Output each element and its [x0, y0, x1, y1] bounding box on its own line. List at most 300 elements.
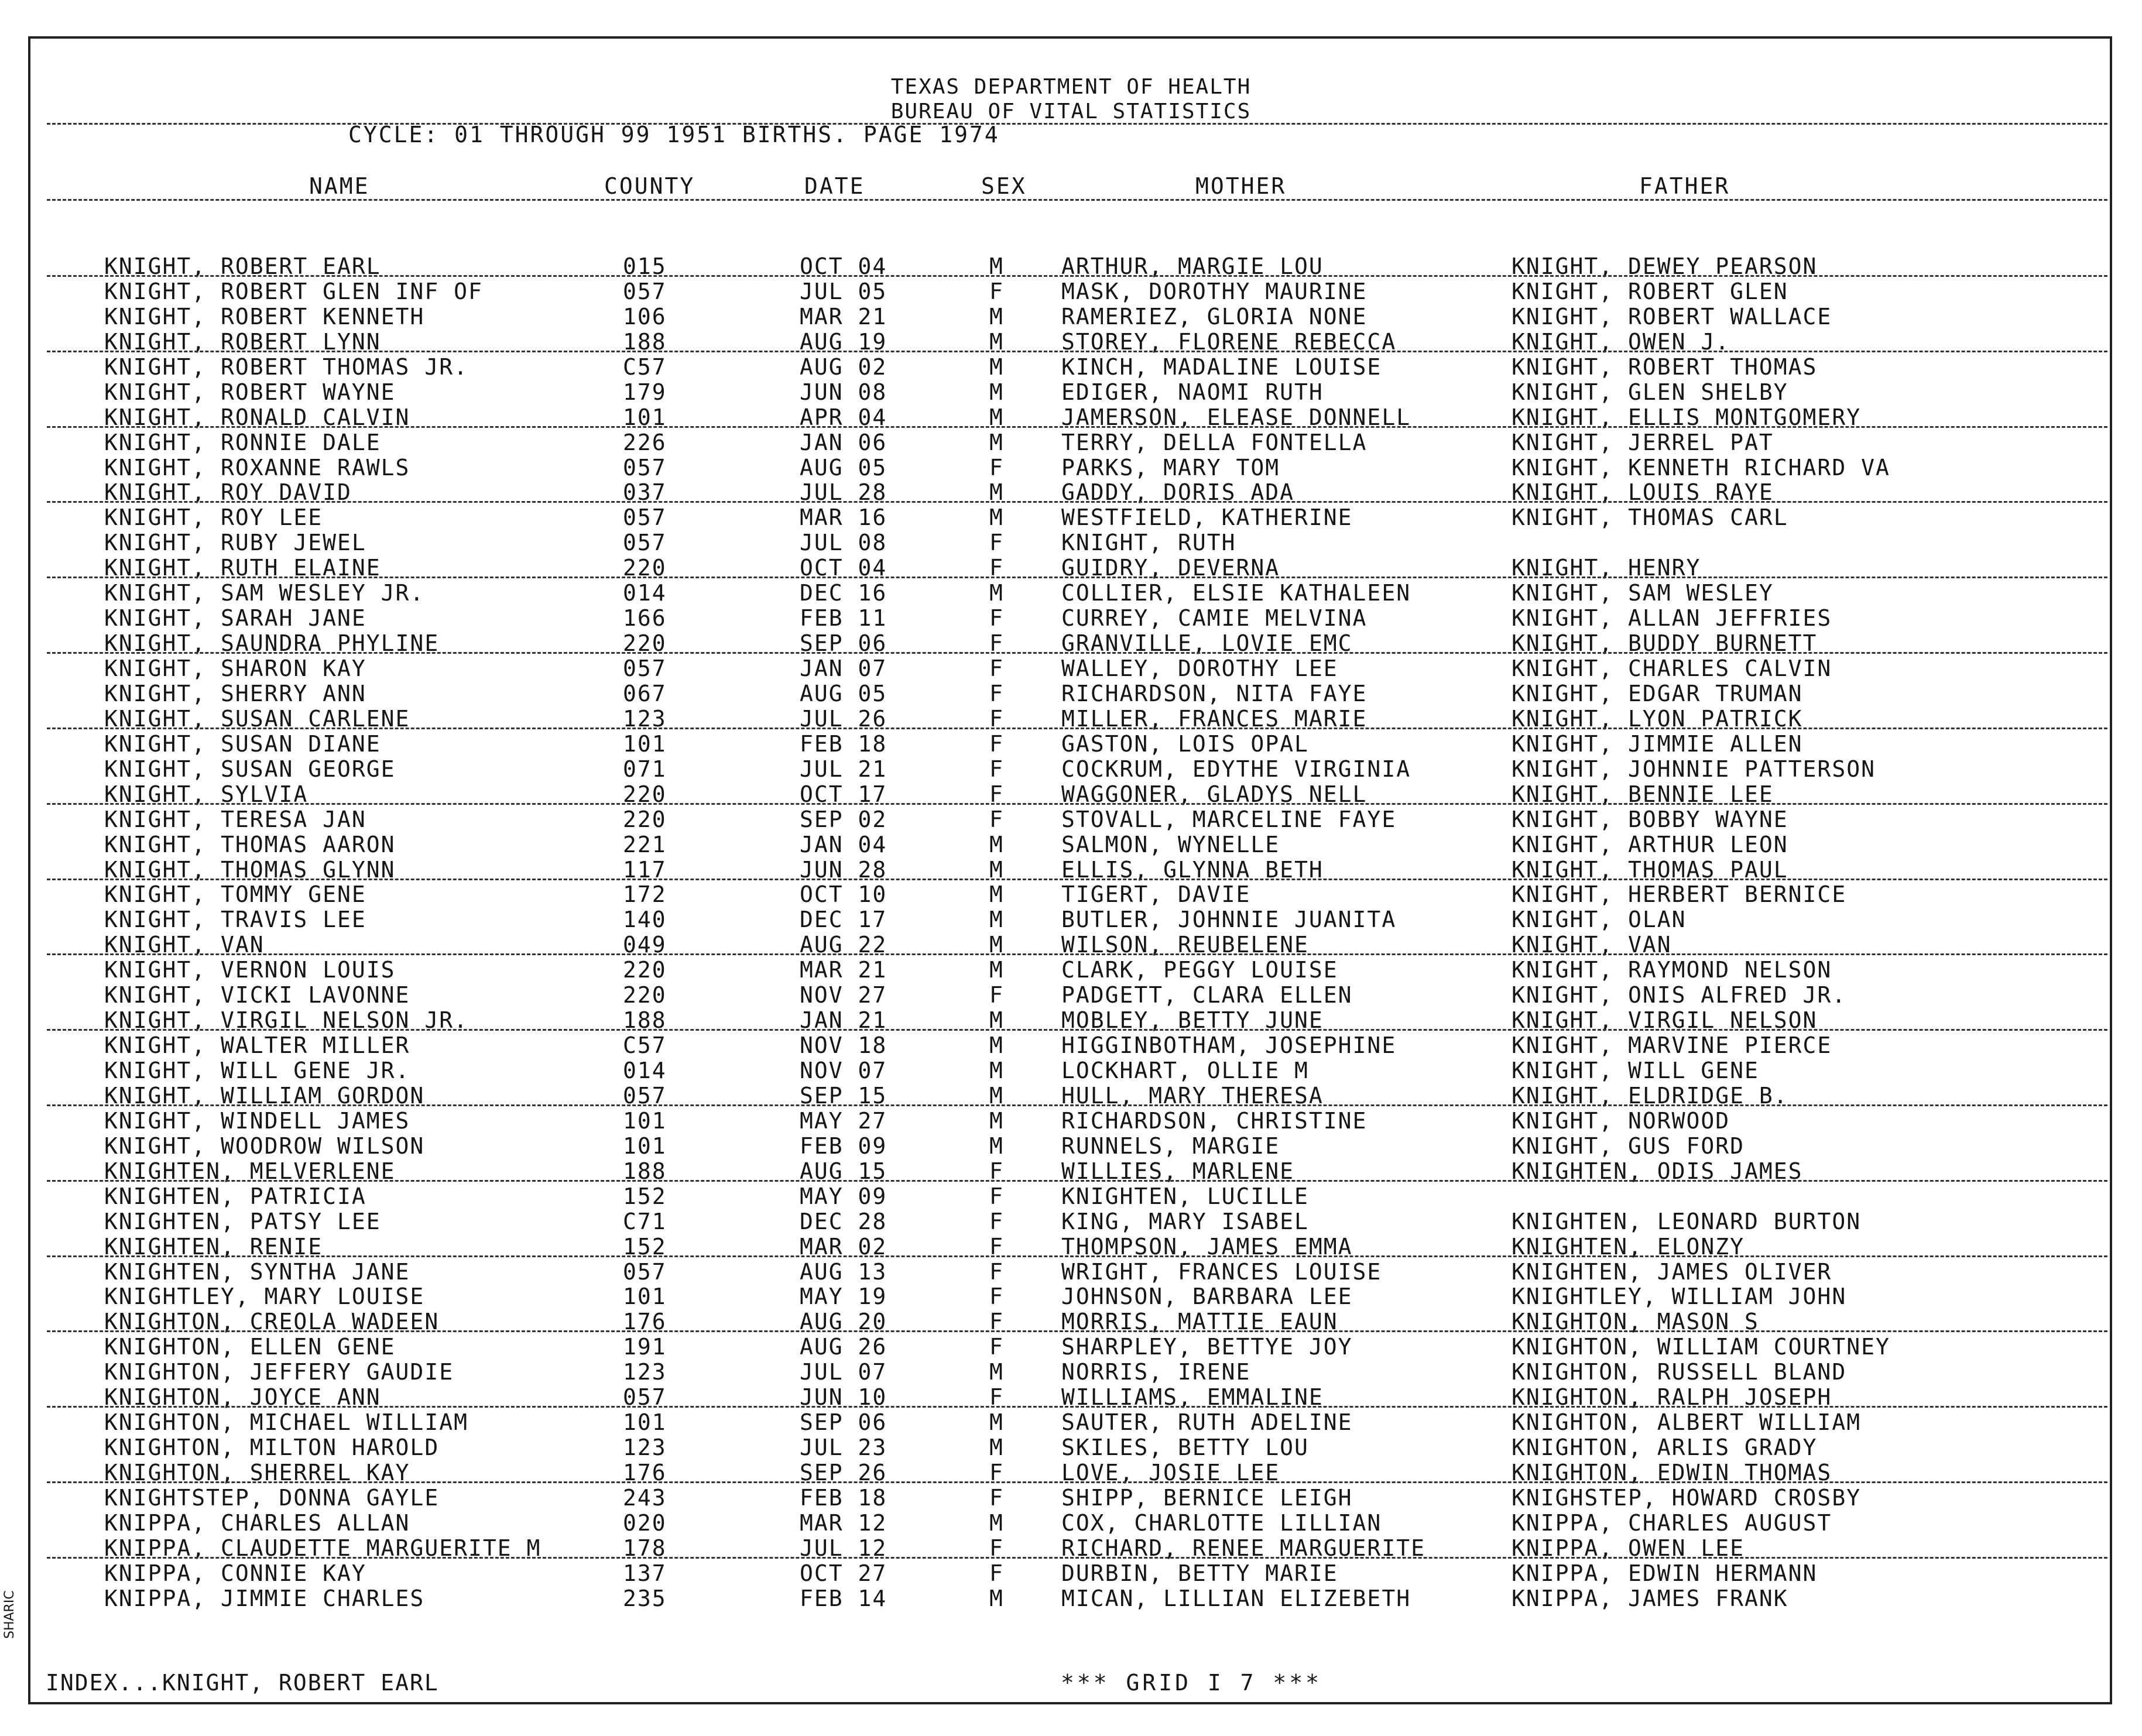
footer-index: INDEX...KNIGHT, ROBERT EARL [46, 1670, 439, 1696]
cell-father: KNIGHT, EDGAR TRUMAN [1512, 680, 1803, 706]
cell-father: KNIGHT, ONIS ALFRED JR. [1512, 982, 1847, 1008]
cell-father: KNIPPA, OWEN LEE [1512, 1535, 1745, 1561]
cell-sex: F [989, 605, 1004, 632]
cell-date: AUG 13 [800, 1258, 887, 1285]
table-row [0, 1511, 2142, 1536]
cell-date: AUG 15 [800, 1158, 887, 1184]
cell-mother: SHARPLEY, BETTYE JOY [1061, 1334, 1353, 1360]
cell-county: 101 [623, 1107, 667, 1134]
cell-sex: M [989, 1058, 1004, 1083]
footer-grid: *** GRID I 7 *** [1061, 1670, 1322, 1696]
cell-mother: JOHNSON, BARBARA LEE [1061, 1284, 1353, 1310]
cell-name: KNIGHT, THOMAS GLYNN [104, 856, 396, 883]
cell-father: KNIGHSTEP, HOWARD CROSBY [1512, 1484, 1862, 1511]
cell-name: KNIGHTON, MILTON HAROLD [104, 1435, 440, 1461]
cell-name: KNIPPA, CLAUDETTE MARGUERITE M [104, 1535, 542, 1561]
cell-name: KNIPPA, CONNIE KAY [104, 1560, 366, 1586]
cell-sex: M [989, 957, 1004, 983]
cell-mother: HIGGINBOTHAM, JOSEPHINE [1061, 1032, 1397, 1059]
cell-sex: F [989, 1334, 1004, 1360]
table-row [0, 480, 2142, 505]
cell-date: SEP 06 [800, 1409, 887, 1436]
cell-sex: F [989, 656, 1004, 681]
table-row [0, 832, 2142, 857]
table-row [0, 1460, 2142, 1485]
col-date-header: DATE [804, 173, 865, 199]
cell-name: KNIGHT, SHERRY ANN [104, 680, 366, 706]
cell-sex: F [989, 1233, 1004, 1260]
cell-date: MAY 09 [800, 1183, 887, 1209]
cell-sex: M [989, 1359, 1004, 1385]
table-row [0, 455, 2142, 481]
cell-sex: M [989, 932, 1004, 958]
cell-county: 188 [623, 328, 667, 355]
cell-date: AUG 20 [800, 1309, 887, 1335]
cell-county: 057 [623, 278, 667, 304]
cell-sex: M [989, 1409, 1004, 1436]
cell-date: JAN 04 [800, 831, 887, 857]
cell-county: 037 [623, 479, 667, 506]
table-row [0, 958, 2142, 983]
cell-name: KNIGHT, THOMAS AARON [104, 831, 396, 857]
cell-sex: F [989, 781, 1004, 807]
cycle-line: CYCLE: 01 THROUGH 99 1951 BIRTHS. PAGE 1974 [348, 122, 1000, 147]
cell-date: JUL 07 [800, 1359, 887, 1385]
cell-father: KNIGHT, CHARLES CALVIN [1512, 656, 1832, 681]
table-row [0, 1083, 2142, 1109]
cell-date: FEB 09 [800, 1133, 887, 1159]
cell-date: NOV 18 [800, 1032, 887, 1059]
cell-date: AUG 05 [800, 454, 887, 481]
cell-county: 067 [623, 680, 667, 706]
cell-sex: M [989, 1007, 1004, 1034]
cell-name: KNIGHT, ROBERT EARL [104, 253, 381, 279]
cell-mother: GADDY, DORIS ADA [1061, 479, 1295, 506]
cell-county: 101 [623, 730, 667, 757]
cell-sex: F [989, 1484, 1004, 1511]
table-row [0, 681, 2142, 706]
cell-name: KNIGHT, ROY LEE [104, 505, 323, 531]
table-row [0, 1184, 2142, 1209]
cell-name: KNIGHT, RONALD CALVIN [104, 404, 410, 430]
cell-date: SEP 15 [800, 1082, 887, 1109]
cell-mother: WAGGONER, GLADYS NELL [1061, 781, 1368, 807]
cell-sex: F [989, 1560, 1004, 1586]
cell-date: AUG 22 [800, 932, 887, 958]
cell-mother: ARTHUR, MARGIE LOU [1061, 253, 1324, 279]
department-title: TEXAS DEPARTMENT OF HEALTH [890, 75, 1252, 99]
cell-mother: WILLIES, MARLENE [1061, 1158, 1295, 1184]
cell-sex: M [989, 479, 1004, 506]
cell-county: 106 [623, 303, 667, 330]
cell-father: KNIGHT, HERBERT BERNICE [1512, 881, 1847, 908]
cell-county: C57 [623, 354, 667, 380]
cell-county: 176 [623, 1309, 667, 1335]
cell-mother: SKILES, BETTY LOU [1061, 1435, 1309, 1461]
cell-county: 235 [623, 1585, 667, 1611]
cell-mother: WALLEY, DOROTHY LEE [1061, 656, 1338, 681]
cell-county: 220 [623, 806, 667, 832]
cell-sex: F [989, 1460, 1004, 1485]
cell-county: 220 [623, 555, 667, 581]
cell-mother: ELLIS, GLYNNA BETH [1061, 856, 1324, 883]
cell-county: 123 [623, 1435, 667, 1461]
cell-mother: CLARK, PEGGY LOUISE [1061, 957, 1338, 983]
table-row [0, 706, 2142, 732]
cell-father: KNIGHT, VIRGIL NELSON [1512, 1007, 1818, 1034]
cell-name: KNIGHT, WILLIAM GORDON [104, 1082, 425, 1109]
cell-date: NOV 27 [800, 982, 887, 1008]
cell-name: KNIGHT, TRAVIS LEE [104, 907, 366, 933]
cell-father: KNIGHTON, EDWIN THOMAS [1512, 1460, 1832, 1485]
table-row [0, 530, 2142, 555]
cell-sex: M [989, 1032, 1004, 1059]
cell-county: 057 [623, 454, 667, 481]
cell-sex: M [989, 881, 1004, 908]
cell-county: 152 [623, 1183, 667, 1209]
cell-sex: M [989, 354, 1004, 380]
cell-date: OCT 27 [800, 1560, 887, 1586]
table-row [0, 405, 2142, 430]
cell-date: DEC 28 [800, 1208, 887, 1234]
table-row [0, 1033, 2142, 1058]
cell-county: 221 [623, 831, 667, 857]
cell-name: KNIGHTON, MICHAEL WILLIAM [104, 1409, 468, 1436]
table-row [0, 907, 2142, 932]
cell-county: 220 [623, 781, 667, 807]
cell-father: KNIGHT, ALLAN JEFFRIES [1512, 605, 1832, 632]
cell-county: 176 [623, 1460, 667, 1485]
cell-date: MAY 19 [800, 1284, 887, 1310]
cell-name: KNIGHT, WALTER MILLER [104, 1032, 410, 1059]
records-table [0, 254, 2142, 1611]
table-row [0, 1159, 2142, 1184]
cell-name: KNIGHTEN, SYNTHA JANE [104, 1258, 410, 1285]
cell-name: KNIGHT, RUBY JEWEL [104, 530, 366, 556]
table-row [0, 1284, 2142, 1309]
cell-mother: STOREY, FLORENE REBECCA [1061, 328, 1397, 355]
table-row [0, 1109, 2142, 1134]
cell-sex: F [989, 680, 1004, 706]
cell-father: KNIGHT, BENNIE LEE [1512, 781, 1774, 807]
table-row [0, 1410, 2142, 1435]
cell-father: KNIGHT, THOMAS CARL [1512, 505, 1788, 531]
cell-father: KNIGHTEN, JAMES OLIVER [1512, 1258, 1832, 1285]
cell-county: 243 [623, 1484, 667, 1511]
cell-name: KNIGHTON, ELLEN GENE [104, 1334, 396, 1360]
table-row [0, 355, 2142, 380]
cell-name: KNIGHT, VIRGIL NELSON JR. [104, 1007, 468, 1034]
table-row [0, 1058, 2142, 1083]
cell-father: KNIGHTON, RALPH JOSEPH [1512, 1384, 1832, 1411]
cell-father: KNIGHT, ROBERT GLEN [1512, 278, 1788, 304]
cell-father: KNIGHT, OWEN J. [1512, 328, 1730, 355]
table-row [0, 656, 2142, 681]
cell-county: 101 [623, 1284, 667, 1310]
cell-county: 057 [623, 1082, 667, 1109]
cell-mother: BUTLER, JOHNNIE JUANITA [1061, 907, 1397, 933]
cell-county: C71 [623, 1208, 667, 1234]
cell-mother: RICHARDSON, NITA FAYE [1061, 680, 1368, 706]
cell-mother: SAUTER, RUTH ADELINE [1061, 1409, 1353, 1436]
cell-county: 172 [623, 881, 667, 908]
cell-sex: M [989, 379, 1004, 405]
cell-father: KNIGHT, VAN [1512, 932, 1672, 958]
cell-name: KNIGHTEN, PATSY LEE [104, 1208, 381, 1234]
cell-name: KNIGHTSTEP, DONNA GAYLE [104, 1484, 440, 1511]
table-row [0, 732, 2142, 757]
cell-sex: F [989, 1258, 1004, 1285]
cell-county: 123 [623, 1359, 667, 1385]
cell-sex: M [989, 831, 1004, 857]
cell-name: KNIGHT, SAUNDRA PHYLINE [104, 630, 440, 657]
cell-mother: GASTON, LOIS OPAL [1061, 730, 1309, 757]
cell-county: 014 [623, 580, 667, 606]
cell-date: MAR 16 [800, 505, 887, 531]
cell-county: 057 [623, 656, 667, 681]
table-row [0, 1360, 2142, 1385]
cell-name: KNIGHT, ROBERT LYNN [104, 328, 381, 355]
cell-mother: LOVE, JOSIE LEE [1061, 1460, 1280, 1485]
cell-date: OCT 04 [800, 253, 887, 279]
table-row [0, 279, 2142, 304]
cell-name: KNIGHT, ROXANNE RAWLS [104, 454, 410, 481]
table-row [0, 631, 2142, 656]
cell-county: 137 [623, 1560, 667, 1586]
cell-county: 179 [623, 379, 667, 405]
cell-sex: F [989, 982, 1004, 1008]
cell-sex: F [989, 1158, 1004, 1184]
cell-sex: F [989, 1284, 1004, 1310]
cell-date: JUL 26 [800, 705, 887, 732]
cell-sex: M [989, 404, 1004, 430]
table-row [0, 1260, 2142, 1285]
cell-sex: M [989, 1435, 1004, 1461]
cell-date: SEP 02 [800, 806, 887, 832]
cell-sex: F [989, 278, 1004, 304]
cell-father: KNIGHT, GLEN SHELBY [1512, 379, 1788, 405]
table-row [0, 1536, 2142, 1561]
cell-sex: M [989, 856, 1004, 883]
cell-mother: STOVALL, MARCELINE FAYE [1061, 806, 1397, 832]
cell-mother: CURREY, CAMIE MELVINA [1061, 605, 1368, 632]
cell-county: 071 [623, 756, 667, 782]
cell-sex: M [989, 253, 1004, 279]
cell-date: OCT 04 [800, 555, 887, 581]
cell-father: KNIGHT, THOMAS PAUL [1512, 856, 1788, 883]
cell-county: 014 [623, 1058, 667, 1083]
table-row [0, 430, 2142, 455]
cell-name: KNIGHT, SYLVIA [104, 781, 309, 807]
cell-sex: M [989, 1082, 1004, 1109]
cell-father: KNIGHTON, MASON S [1512, 1309, 1759, 1335]
cell-mother: PADGETT, CLARA ELLEN [1061, 982, 1353, 1008]
cell-sex: F [989, 454, 1004, 481]
cell-date: AUG 05 [800, 680, 887, 706]
cell-date: DEC 16 [800, 580, 887, 606]
cell-county: 049 [623, 932, 667, 958]
table-row [0, 254, 2142, 279]
cell-county: 166 [623, 605, 667, 632]
table-row [0, 1435, 2142, 1460]
cell-date: JAN 21 [800, 1007, 887, 1034]
cell-mother: PARKS, MARY TOM [1061, 454, 1280, 481]
table-row [0, 380, 2142, 405]
table-row [0, 1385, 2142, 1410]
table-row [0, 1561, 2142, 1586]
cell-father: KNIGHT, ELLIS MONTGOMERY [1512, 404, 1862, 430]
cell-sex: F [989, 1183, 1004, 1209]
cell-father: KNIGHT, LYON PATRICK [1512, 705, 1803, 732]
cell-date: AUG 26 [800, 1334, 887, 1360]
cell-name: KNIGHTEN, RENIE [104, 1233, 323, 1260]
cell-mother: RICHARD, RENEE MARGUERITE [1061, 1535, 1425, 1561]
cell-date: JUL 21 [800, 756, 887, 782]
cell-county: 057 [623, 530, 667, 556]
cell-name: KNIGHT, WOODROW WILSON [104, 1133, 425, 1159]
bureau-title: BUREAU OF VITAL STATISTICS [890, 100, 1252, 123]
table-row [0, 330, 2142, 355]
table-row [0, 857, 2142, 883]
cell-father: KNIGHT, GUS FORD [1512, 1133, 1745, 1159]
cell-mother: KING, MARY ISABEL [1061, 1208, 1309, 1234]
cell-father: KNIGHT, ROBERT THOMAS [1512, 354, 1818, 380]
cell-father: KNIGHT, ROBERT WALLACE [1512, 303, 1832, 330]
cell-date: OCT 10 [800, 881, 887, 908]
cell-county: 178 [623, 1535, 667, 1561]
cell-father: KNIGHT, BOBBY WAYNE [1512, 806, 1788, 832]
cell-name: KNIGHT, WILL GENE JR. [104, 1058, 410, 1083]
cell-date: JUL 12 [800, 1535, 887, 1561]
cell-sex: F [989, 730, 1004, 757]
cell-date: JUL 08 [800, 530, 887, 556]
cell-date: SEP 26 [800, 1460, 887, 1485]
cell-mother: WILLIAMS, EMMALINE [1061, 1384, 1324, 1411]
cell-sex: M [989, 1509, 1004, 1536]
cell-name: KNIGHT, SUSAN DIANE [104, 730, 381, 757]
cell-father: KNIGHT, HENRY [1512, 555, 1701, 581]
col-county-header: COUNTY [604, 173, 695, 199]
cell-name: KNIGHTON, JOYCE ANN [104, 1384, 381, 1411]
cell-sex: M [989, 303, 1004, 330]
cell-sex: M [989, 1585, 1004, 1611]
cell-father: KNIGHTON, WILLIAM COURTNEY [1512, 1334, 1890, 1360]
cell-sex: F [989, 705, 1004, 732]
cell-sex: F [989, 1535, 1004, 1561]
cell-date: SEP 06 [800, 630, 887, 657]
cell-father: KNIGHTON, RUSSELL BLAND [1512, 1359, 1847, 1385]
cell-date: AUG 19 [800, 328, 887, 355]
cell-mother: GUIDRY, DEVERNA [1061, 555, 1280, 581]
cell-mother: GRANVILLE, LOVIE EMC [1061, 630, 1353, 657]
cell-mother: RICHARDSON, CHRISTINE [1061, 1107, 1368, 1134]
cell-county: 057 [623, 1258, 667, 1285]
cell-county: 123 [623, 705, 667, 732]
cell-father: KNIGHT, LOUIS RAYE [1512, 479, 1774, 506]
cell-county: 117 [623, 856, 667, 883]
cell-father: KNIGHTEN, ELONZY [1512, 1233, 1745, 1260]
cell-sex: M [989, 1107, 1004, 1134]
cell-mother: MORRIS, MATTIE EAUN [1061, 1309, 1338, 1335]
cell-father: KNIGHTON, ARLIS GRADY [1512, 1435, 1818, 1461]
cell-father: KNIPPA, CHARLES AUGUST [1512, 1509, 1832, 1536]
cell-name: KNIGHTEN, PATRICIA [104, 1183, 366, 1209]
cell-name: KNIGHT, VICKI LAVONNE [104, 982, 410, 1008]
cell-name: KNIGHT, SUSAN CARLENE [104, 705, 410, 732]
cell-date: FEB 18 [800, 730, 887, 757]
col-mother-header: MOTHER [1195, 173, 1287, 199]
cell-name: KNIGHT, ROBERT THOMAS JR. [104, 354, 468, 380]
cell-county: 188 [623, 1158, 667, 1184]
table-row [0, 304, 2142, 330]
cell-father: KNIGHT, ELDRIDGE B. [1512, 1082, 1788, 1109]
cell-mother: MICAN, LILLIAN ELIZEBETH [1061, 1585, 1411, 1611]
table-row [0, 983, 2142, 1008]
cell-name: KNIGHT, RONNIE DALE [104, 429, 381, 455]
cell-mother: DURBIN, BETTY MARIE [1061, 1560, 1338, 1586]
cell-father: KNIGHT, SAM WESLEY [1512, 580, 1774, 606]
table-row [0, 782, 2142, 807]
cell-sex: F [989, 630, 1004, 657]
cell-sex: M [989, 429, 1004, 455]
cell-sex: F [989, 1309, 1004, 1335]
cell-name: KNIPPA, JIMMIE CHARLES [104, 1585, 425, 1611]
cell-date: FEB 11 [800, 605, 887, 632]
cell-father: KNIGHT, JOHNNIE PATTERSON [1512, 756, 1876, 782]
cell-date: APR 04 [800, 404, 887, 430]
cell-mother: WILSON, REUBELENE [1061, 932, 1309, 958]
col-sex-header: SEX [981, 173, 1027, 199]
side-mark: SHARIC [2, 1590, 17, 1639]
cell-mother: SHIPP, BERNICE LEIGH [1061, 1484, 1353, 1511]
cell-mother: RUNNELS, MARGIE [1061, 1133, 1280, 1159]
cell-father: KNIGHTEN, LEONARD BURTON [1512, 1208, 1862, 1234]
cell-county: 057 [623, 1384, 667, 1411]
cell-date: DEC 17 [800, 907, 887, 933]
cell-county: 220 [623, 630, 667, 657]
cell-date: JUL 23 [800, 1435, 887, 1461]
col-name-header: NAME [309, 173, 370, 199]
cell-name: KNIGHT, TERESA JAN [104, 806, 366, 832]
cell-name: KNIGHT, ROBERT GLEN INF OF [104, 278, 483, 304]
cell-sex: M [989, 1133, 1004, 1159]
cell-date: FEB 18 [800, 1484, 887, 1511]
cell-mother: SALMON, WYNELLE [1061, 831, 1280, 857]
cell-name: KNIGHTEN, MELVERLENE [104, 1158, 396, 1184]
cell-father: KNIGHT, ARTHUR LEON [1512, 831, 1788, 857]
table-row [0, 1008, 2142, 1033]
cell-mother: COCKRUM, EDYTHE VIRGINIA [1061, 756, 1411, 782]
table-row [0, 757, 2142, 782]
cell-mother: EDIGER, NAOMI RUTH [1061, 379, 1324, 405]
cell-date: MAR 02 [800, 1233, 887, 1260]
cell-father: KNIGHT, RAYMOND NELSON [1512, 957, 1832, 983]
cell-name: KNIGHT, WINDELL JAMES [104, 1107, 410, 1134]
cell-sex: M [989, 580, 1004, 606]
cell-name: KNIGHTLEY, MARY LOUISE [104, 1284, 425, 1310]
table-row [0, 505, 2142, 530]
cell-mother: WESTFIELD, KATHERINE [1061, 505, 1353, 531]
cell-mother: MILLER, FRANCES MARIE [1061, 705, 1368, 732]
table-row [0, 1234, 2142, 1260]
header-rule-bottom [47, 199, 2107, 201]
table-row [0, 606, 2142, 631]
cell-name: KNIGHT, SARAH JANE [104, 605, 366, 632]
cell-name: KNIGHT, SHARON KAY [104, 656, 366, 681]
col-father-header: FATHER [1639, 173, 1730, 199]
cell-name: KNIGHTON, CREOLA WADEEN [104, 1309, 440, 1335]
cell-sex: M [989, 505, 1004, 531]
